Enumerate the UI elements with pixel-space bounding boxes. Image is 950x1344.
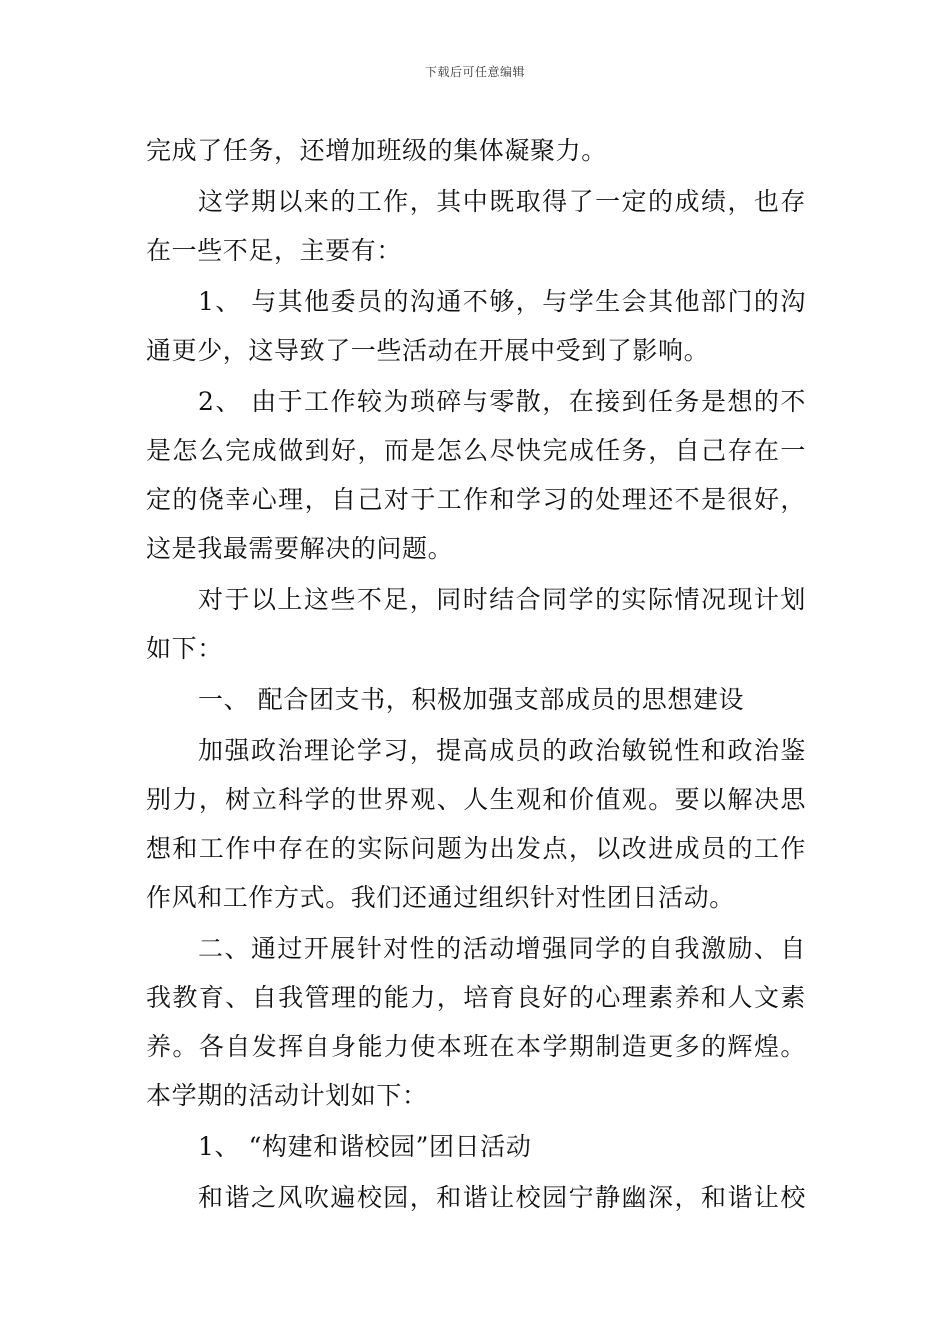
text-line: 是怎么完成做到好，而是怎么尽快完成任务，自己存在一 [146, 436, 806, 465]
text-line: 养。各自发挥自身能力使本班在本学期制造更多的辉煌。 [146, 1032, 806, 1061]
text-line: 2、 由于工作较为琐碎与零散，在接到任务是想的不 [198, 387, 806, 416]
text-line: 本学期的活动计划如下： [146, 1081, 428, 1110]
section-heading: 二、通过开展针对性的活动增强同学的自我激励、自 [198, 934, 806, 963]
text-line: 想和工作中存在的实际问题为出发点，以改进成员的工作 [146, 834, 806, 863]
text-line: 加强政治理论学习，提高成员的政治敏锐性和政治鉴 [198, 736, 806, 765]
page-header: 下载后可任意编辑 [424, 65, 525, 79]
text-line: 和谐之风吹遍校园，和谐让校园宁静幽深，和谐让校 [198, 1183, 806, 1212]
text-line: 别力，树立科学的世界观、人生观和价值观。要以解决思 [146, 785, 806, 814]
section-heading: 一、 配合团支书，积极加强支部成员的思想建设 [198, 685, 745, 714]
text-line: 作风和工作方式。我们还通过组织针对性团日活动。 [146, 883, 735, 912]
text-line: 1、 与其他委员的沟通不够，与学生会其他部门的沟 [198, 287, 806, 316]
text-line: 这学期以来的工作，其中既取得了一定的成绩，也存 [198, 187, 806, 216]
text-line: 我教育、自我管理的能力，培育良好的心理素养和人文素 [146, 983, 806, 1012]
text-line: 这是我最需要解决的问题。 [146, 534, 454, 563]
text-line: 定的侥幸心理，自己对于工作和学习的处理还不是很好， [146, 485, 806, 514]
text-line: 如下： [146, 634, 223, 663]
document-body [146, 126, 806, 1222]
text-line: 对于以上这些不足，同时结合同学的实际情况现计划 [198, 585, 806, 614]
text-line: 通更少，这导致了一些活动在开展中受到了影响。 [146, 336, 710, 365]
activity-heading: 1、 “构建和谐校园”团日活动 [198, 1132, 532, 1161]
text-line: 完成了任务，还增加班级的集体凝聚力。 [146, 136, 607, 165]
text-line: 在一些不足，主要有： [146, 236, 403, 265]
